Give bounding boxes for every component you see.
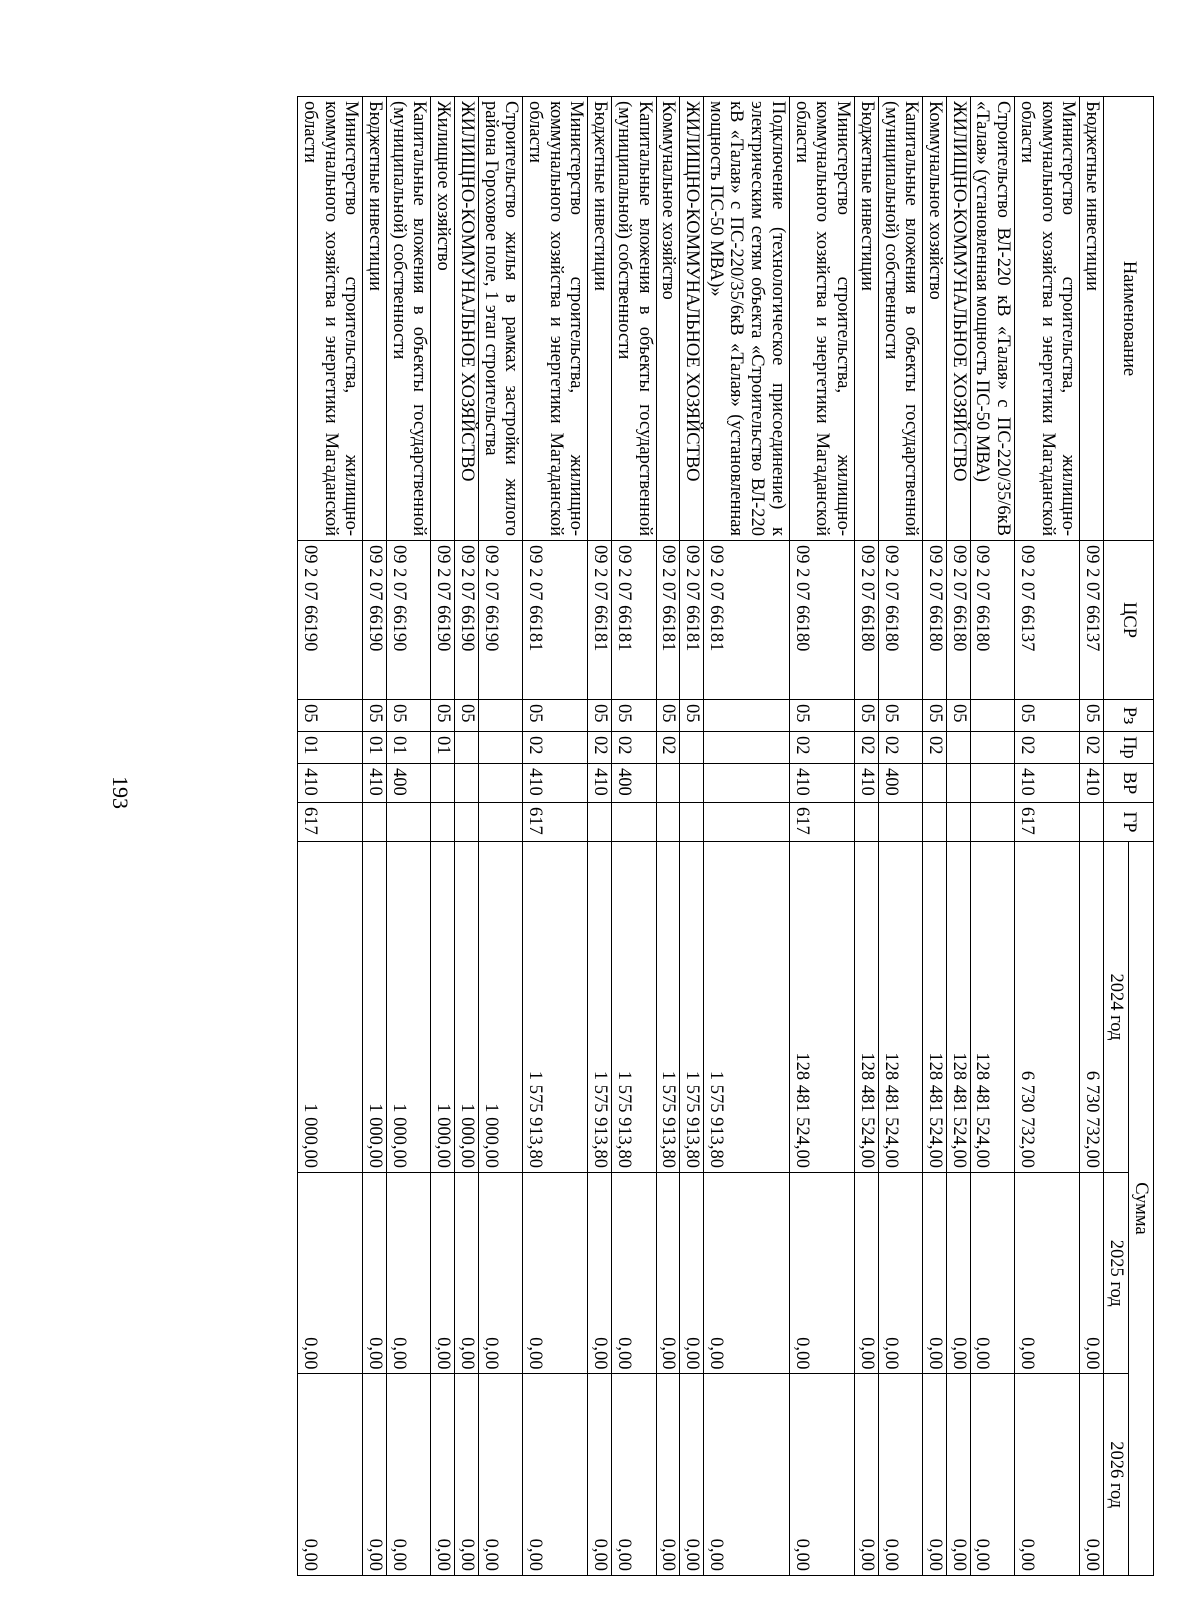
cell-2024: 128 481 524,00 bbox=[878, 842, 922, 1173]
cell-2026: 0,00 bbox=[656, 1374, 680, 1576]
cell-rz bbox=[478, 700, 522, 732]
cell-gr bbox=[656, 803, 680, 842]
cell-vr bbox=[455, 764, 479, 803]
cell-2025: 0,00 bbox=[455, 1172, 479, 1374]
cell-gr bbox=[680, 803, 704, 842]
cell-gr bbox=[363, 803, 387, 842]
cell-rz: 05 bbox=[612, 700, 656, 732]
table-row bbox=[923, 97, 947, 1576]
cell-2024: 1 575 913,80 bbox=[680, 842, 704, 1173]
cell-2024: 1 575 913,80 bbox=[588, 842, 612, 1173]
cell-vr: 410 bbox=[523, 764, 588, 803]
cell-name: ЖИЛИЩНО-КОММУНАЛЬНОЕ ХОЗЯЙСТВО bbox=[455, 97, 479, 541]
cell-2024: 1 575 913,80 bbox=[612, 842, 656, 1173]
budget-table-wrapper bbox=[206, 96, 1154, 1576]
cell-2025: 0,00 bbox=[363, 1172, 387, 1374]
cell-name: Строительство жилья в рамках застройки жилого района Гороховое поле, 1 этап строительства bbox=[478, 97, 522, 541]
cell-csr: 09 2 07 66180 bbox=[946, 541, 970, 700]
cell-csr: 09 2 07 66190 bbox=[431, 541, 455, 700]
cell-2026: 0,00 bbox=[680, 1374, 704, 1576]
cell-vr: 410 bbox=[588, 764, 612, 803]
cell-csr: 09 2 07 66181 bbox=[523, 541, 588, 700]
cell-name: ЖИЛИЩНО-КОММУНАЛЬНОЕ ХОЗЯЙСТВО bbox=[946, 97, 970, 541]
cell-pr bbox=[478, 732, 522, 764]
cell-2026: 0,00 bbox=[455, 1374, 479, 1576]
page-number: 193 bbox=[108, 776, 133, 809]
cell-2025: 0,00 bbox=[789, 1172, 854, 1374]
cell-2025: 0,00 bbox=[656, 1172, 680, 1374]
column-header-2024: 2024 год bbox=[1104, 842, 1129, 1173]
cell-2024: 128 481 524,00 bbox=[855, 842, 879, 1173]
cell-2024: 1 000,00 bbox=[298, 842, 363, 1173]
cell-vr bbox=[923, 764, 947, 803]
cell-2025: 0,00 bbox=[970, 1172, 1014, 1374]
cell-gr: 617 bbox=[298, 803, 363, 842]
cell-vr: 410 bbox=[789, 764, 854, 803]
cell-vr: 410 bbox=[298, 764, 363, 803]
cell-pr: 02 bbox=[1080, 732, 1104, 764]
cell-2025: 0,00 bbox=[923, 1172, 947, 1374]
cell-gr bbox=[704, 803, 790, 842]
cell-2026: 0,00 bbox=[431, 1374, 455, 1576]
cell-gr: 617 bbox=[523, 803, 588, 842]
cell-2025: 0,00 bbox=[680, 1172, 704, 1374]
cell-rz: 05 bbox=[431, 700, 455, 732]
table-row bbox=[363, 97, 387, 1576]
column-header-2026: 2026 год bbox=[1104, 1374, 1129, 1576]
table-row bbox=[1080, 97, 1104, 1576]
cell-vr: 410 bbox=[855, 764, 879, 803]
table-header-row bbox=[1129, 97, 1154, 1576]
cell-gr bbox=[387, 803, 431, 842]
cell-name: Министерство строительства, жилищно-коммунального хозяйства и энергетики Магаданской области bbox=[523, 97, 588, 541]
cell-csr: 09 2 07 66180 bbox=[923, 541, 947, 700]
column-header-vr: ВР bbox=[1104, 764, 1154, 803]
cell-csr: 09 2 07 66181 bbox=[612, 541, 656, 700]
cell-2024: 1 000,00 bbox=[431, 842, 455, 1173]
cell-2024: 1 575 913,80 bbox=[656, 842, 680, 1173]
cell-rz: 05 bbox=[363, 700, 387, 732]
cell-rz: 05 bbox=[298, 700, 363, 732]
cell-csr: 09 2 07 66190 bbox=[478, 541, 522, 700]
cell-pr: 02 bbox=[789, 732, 854, 764]
cell-2026: 0,00 bbox=[923, 1374, 947, 1576]
cell-csr: 09 2 07 66180 bbox=[789, 541, 854, 700]
cell-gr bbox=[923, 803, 947, 842]
cell-name: Коммунальное хозяйство bbox=[656, 97, 680, 541]
cell-csr: 09 2 07 66180 bbox=[878, 541, 922, 700]
cell-name: Бюджетные инвестиции bbox=[363, 97, 387, 541]
cell-pr: 02 bbox=[656, 732, 680, 764]
cell-gr bbox=[878, 803, 922, 842]
cell-2025: 0,00 bbox=[612, 1172, 656, 1374]
table-row bbox=[612, 97, 656, 1576]
table-row bbox=[855, 97, 879, 1576]
cell-2025: 0,00 bbox=[387, 1172, 431, 1374]
cell-rz: 05 bbox=[387, 700, 431, 732]
cell-pr bbox=[680, 732, 704, 764]
cell-2026: 0,00 bbox=[946, 1374, 970, 1576]
cell-name: Бюджетные инвестиции bbox=[855, 97, 879, 541]
cell-pr: 01 bbox=[387, 732, 431, 764]
cell-gr bbox=[855, 803, 879, 842]
cell-2025: 0,00 bbox=[1015, 1172, 1080, 1374]
table-row bbox=[970, 97, 1014, 1576]
cell-pr: 02 bbox=[923, 732, 947, 764]
cell-rz: 05 bbox=[946, 700, 970, 732]
budget-table bbox=[297, 96, 1154, 1576]
cell-2025: 0,00 bbox=[946, 1172, 970, 1374]
cell-pr: 02 bbox=[612, 732, 656, 764]
cell-rz bbox=[704, 700, 790, 732]
cell-vr: 400 bbox=[878, 764, 922, 803]
cell-vr bbox=[970, 764, 1014, 803]
column-header-sum: Сумма bbox=[1129, 842, 1154, 1576]
cell-2024: 1 000,00 bbox=[455, 842, 479, 1173]
cell-pr: 01 bbox=[298, 732, 363, 764]
cell-name: Строительство ВЛ-220 кВ «Талая» с ПС-220/35/6кВ «Талая» (установленная мощность ПС-50 МВА) bbox=[970, 97, 1014, 541]
cell-2026: 0,00 bbox=[523, 1374, 588, 1576]
cell-2025: 0,00 bbox=[298, 1172, 363, 1374]
cell-2024: 1 575 913,80 bbox=[704, 842, 790, 1173]
cell-2026: 0,00 bbox=[298, 1374, 363, 1576]
cell-rz: 05 bbox=[1080, 700, 1104, 732]
column-header-2025: 2025 год bbox=[1104, 1172, 1129, 1374]
cell-vr: 400 bbox=[612, 764, 656, 803]
cell-name: Капитальные вложения в объекты государственной (муниципальной) собственности bbox=[612, 97, 656, 541]
table-row bbox=[431, 97, 455, 1576]
cell-name: Министерство строительства, жилищно-коммунального хозяйства и энергетики Магаданской области bbox=[298, 97, 363, 541]
cell-name: ЖИЛИЩНО-КОММУНАЛЬНОЕ ХОЗЯЙСТВО bbox=[680, 97, 704, 541]
cell-2024: 128 481 524,00 bbox=[789, 842, 854, 1173]
cell-2026: 0,00 bbox=[878, 1374, 922, 1576]
cell-rz: 05 bbox=[656, 700, 680, 732]
cell-vr bbox=[656, 764, 680, 803]
table-row bbox=[1015, 97, 1080, 1576]
cell-vr bbox=[946, 764, 970, 803]
cell-2026: 0,00 bbox=[970, 1374, 1014, 1576]
cell-rz: 05 bbox=[588, 700, 612, 732]
cell-pr: 02 bbox=[855, 732, 879, 764]
cell-pr: 01 bbox=[431, 732, 455, 764]
cell-2026: 0,00 bbox=[1015, 1374, 1080, 1576]
cell-gr bbox=[455, 803, 479, 842]
cell-2025: 0,00 bbox=[878, 1172, 922, 1374]
cell-2026: 0,00 bbox=[704, 1374, 790, 1576]
cell-2026: 0,00 bbox=[478, 1374, 522, 1576]
cell-pr: 01 bbox=[363, 732, 387, 764]
cell-name: Жилищное хозяйство bbox=[431, 97, 455, 541]
cell-2026: 0,00 bbox=[1080, 1374, 1104, 1576]
cell-gr: 617 bbox=[1015, 803, 1080, 842]
cell-vr bbox=[704, 764, 790, 803]
cell-2024: 6 730 732,00 bbox=[1015, 842, 1080, 1173]
cell-pr: 02 bbox=[878, 732, 922, 764]
cell-csr: 09 2 07 66190 bbox=[455, 541, 479, 700]
cell-name: Капитальные вложения в объекты государственной (муниципальной) собственности bbox=[387, 97, 431, 541]
cell-2024: 1 000,00 bbox=[387, 842, 431, 1173]
cell-name: Министерство строительства, жилищно-коммунального хозяйства и энергетики Магаданской области bbox=[1015, 97, 1080, 541]
cell-2025: 0,00 bbox=[478, 1172, 522, 1374]
cell-csr: 09 2 07 66137 bbox=[1080, 541, 1104, 700]
cell-name: Коммунальное хозяйство bbox=[923, 97, 947, 541]
table-row bbox=[523, 97, 588, 1576]
cell-csr: 09 2 07 66181 bbox=[680, 541, 704, 700]
table-row bbox=[656, 97, 680, 1576]
cell-gr bbox=[970, 803, 1014, 842]
cell-2025: 0,00 bbox=[855, 1172, 879, 1374]
cell-gr bbox=[431, 803, 455, 842]
cell-gr bbox=[946, 803, 970, 842]
cell-2026: 0,00 bbox=[789, 1374, 854, 1576]
cell-pr bbox=[455, 732, 479, 764]
cell-2024: 1 000,00 bbox=[478, 842, 522, 1173]
cell-2025: 0,00 bbox=[431, 1172, 455, 1374]
cell-2026: 0,00 bbox=[588, 1374, 612, 1576]
cell-csr: 09 2 07 66190 bbox=[387, 541, 431, 700]
cell-rz: 05 bbox=[878, 700, 922, 732]
cell-2026: 0,00 bbox=[855, 1374, 879, 1576]
cell-pr: 02 bbox=[523, 732, 588, 764]
cell-gr bbox=[588, 803, 612, 842]
cell-2025: 0,00 bbox=[1080, 1172, 1104, 1374]
cell-csr: 09 2 07 66181 bbox=[656, 541, 680, 700]
column-header-gr: ГР bbox=[1104, 803, 1154, 842]
cell-gr: 617 bbox=[789, 803, 854, 842]
cell-gr bbox=[478, 803, 522, 842]
cell-rz: 05 bbox=[789, 700, 854, 732]
column-header-pr: Пр bbox=[1104, 732, 1154, 764]
cell-csr: 09 2 07 66190 bbox=[363, 541, 387, 700]
cell-pr: 02 bbox=[588, 732, 612, 764]
cell-pr bbox=[946, 732, 970, 764]
cell-rz: 05 bbox=[923, 700, 947, 732]
cell-rz bbox=[970, 700, 1014, 732]
cell-2026: 0,00 bbox=[612, 1374, 656, 1576]
cell-rz: 05 bbox=[1015, 700, 1080, 732]
cell-rz: 05 bbox=[855, 700, 879, 732]
cell-name: Капитальные вложения в объекты государственной (муниципальной) собственности bbox=[878, 97, 922, 541]
table-row bbox=[478, 97, 522, 1576]
cell-vr: 400 bbox=[387, 764, 431, 803]
cell-pr: 02 bbox=[1015, 732, 1080, 764]
cell-name: Бюджетные инвестиции bbox=[1080, 97, 1104, 541]
cell-2024: 128 481 524,00 bbox=[923, 842, 947, 1173]
table-row bbox=[387, 97, 431, 1576]
cell-name: Министерство строительства, жилищно-коммунального хозяйства и энергетики Магаданской области bbox=[789, 97, 854, 541]
column-header-csr: ЦСР bbox=[1104, 541, 1154, 700]
cell-vr: 410 bbox=[363, 764, 387, 803]
cell-2024: 1 000,00 bbox=[363, 842, 387, 1173]
cell-gr bbox=[1080, 803, 1104, 842]
table-row bbox=[588, 97, 612, 1576]
table-body bbox=[298, 97, 1104, 1576]
cell-2024: 128 481 524,00 bbox=[946, 842, 970, 1173]
column-header-rz: Рз bbox=[1104, 700, 1154, 732]
cell-2024: 1 575 913,80 bbox=[523, 842, 588, 1173]
cell-rz: 05 bbox=[680, 700, 704, 732]
table-row bbox=[789, 97, 854, 1576]
cell-2026: 0,00 bbox=[363, 1374, 387, 1576]
cell-csr: 09 2 07 66137 bbox=[1015, 541, 1080, 700]
cell-pr bbox=[970, 732, 1014, 764]
cell-vr bbox=[431, 764, 455, 803]
table-row bbox=[455, 97, 479, 1576]
cell-csr: 09 2 07 66180 bbox=[970, 541, 1014, 700]
cell-2024: 6 730 732,00 bbox=[1080, 842, 1104, 1173]
table-row bbox=[704, 97, 790, 1576]
cell-csr: 09 2 07 66180 bbox=[855, 541, 879, 700]
cell-2025: 0,00 bbox=[588, 1172, 612, 1374]
cell-gr bbox=[612, 803, 656, 842]
cell-csr: 09 2 07 66181 bbox=[704, 541, 790, 700]
table-row bbox=[680, 97, 704, 1576]
column-header-name: Наименование bbox=[1104, 97, 1154, 541]
cell-vr bbox=[478, 764, 522, 803]
cell-csr: 09 2 07 66190 bbox=[298, 541, 363, 700]
cell-name: Бюджетные инвестиции bbox=[588, 97, 612, 541]
cell-name: Подключение (технологическое присоединение) к электрическим сетям объекта «Строительство ВЛ-220 кВ «Талая» с ПС-220/35/6кВ «Талая» (установленная мощность ПС-50 МВА)» bbox=[704, 97, 790, 541]
cell-rz: 05 bbox=[455, 700, 479, 732]
cell-2025: 0,00 bbox=[704, 1172, 790, 1374]
cell-vr: 410 bbox=[1080, 764, 1104, 803]
cell-2024: 128 481 524,00 bbox=[970, 842, 1014, 1173]
cell-2025: 0,00 bbox=[523, 1172, 588, 1374]
cell-2026: 0,00 bbox=[387, 1374, 431, 1576]
cell-pr bbox=[704, 732, 790, 764]
table-row bbox=[298, 97, 363, 1576]
cell-vr bbox=[680, 764, 704, 803]
cell-rz: 05 bbox=[523, 700, 588, 732]
table-row bbox=[946, 97, 970, 1576]
cell-vr: 410 bbox=[1015, 764, 1080, 803]
table-row bbox=[878, 97, 922, 1576]
cell-csr: 09 2 07 66181 bbox=[588, 541, 612, 700]
